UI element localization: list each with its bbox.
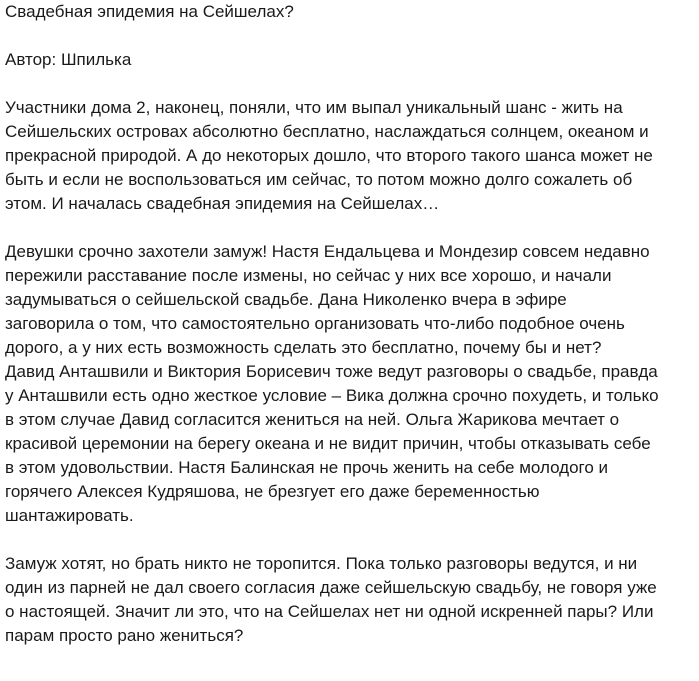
paragraph-1-line: Сейшельских островах абсолютно бесплатно, наслаждаться солнцем, океаном и xyxy=(5,122,649,141)
paragraph-1-line: прекрасной природой. А до некоторых дошло, что второго такого шанса может не xyxy=(5,146,653,165)
paragraph-2 xyxy=(5,240,693,528)
paragraph-2-line: в этом случае Давид согласится жениться на ней. Ольга Жарикова мечтает о xyxy=(5,410,620,429)
paragraph-2-line: задумываться о сейшельской свадьбе. Дана Николенко вчера в эфире xyxy=(5,290,567,309)
paragraph-2-line: Давид Анташвили и Виктория Борисевич тоже ведут разговоры о свадьбе, правда xyxy=(5,362,658,381)
spacer xyxy=(5,24,693,48)
spacer xyxy=(5,528,693,552)
paragraph-3-line: один из парней не дал своего согласия даже сейшельскую свадьбу, не говоря уже xyxy=(5,578,657,597)
article-author: Автор: Шпилька xyxy=(5,50,132,69)
paragraph-2-line: в этом удовольствии. Настя Балинская не прочь женить на себе молодого и xyxy=(5,458,609,477)
paragraph-1-line: Участники дома 2, наконец, поняли, что им выпал уникальный шанс - жить на xyxy=(5,98,623,117)
paragraph-2-line: заговорила о том, что самостоятельно организовать что-либо подобное очень xyxy=(5,314,625,333)
article-title: Свадебная эпидемия на Сейшелах? xyxy=(5,2,294,21)
paragraph-2-line: красивой церемонии на берегу океана и не видит причин, чтобы отказывать себе xyxy=(5,434,651,453)
paragraph-2-line: шантажировать. xyxy=(5,506,134,525)
paragraph-2-line: у Анташвили есть одно жесткое условие – Вика должна срочно похудеть, и только xyxy=(5,386,659,405)
paragraph-2-line: Девушки срочно захотели замуж! Настя Ендальцева и Мондезир совсем недавно xyxy=(5,242,650,261)
paragraph-3 xyxy=(5,552,693,648)
paragraph-2-line: дорого, а у них есть возможность сделать это бесплатно, почему бы и нет? xyxy=(5,338,602,357)
paragraph-1-line: быть и если не воспользоваться им сейчас, то потом можно долго сожалеть об xyxy=(5,170,633,189)
spacer xyxy=(5,72,693,96)
paragraph-1-line: этом. И началась свадебная эпидемия на Сейшелах… xyxy=(5,194,440,213)
paragraph-3-line: Замуж хотят, но брать никто не торопится. Пока только разговоры ведутся, и ни xyxy=(5,554,638,573)
spacer xyxy=(5,216,693,240)
paragraph-2-line: пережили расставание после измены, но сейчас у них все хорошо, и начали xyxy=(5,266,612,285)
paragraph-2-line: горячего Алексея Кудряшова, не брезгует его даже беременностью xyxy=(5,482,540,501)
paragraph-3-line: о настоящей. Значит ли это, что на Сейшелах нет ни одной искренней пары? Или xyxy=(5,602,654,621)
paragraph-1 xyxy=(5,96,693,216)
paragraph-3-line: парам просто рано жениться? xyxy=(5,626,244,645)
